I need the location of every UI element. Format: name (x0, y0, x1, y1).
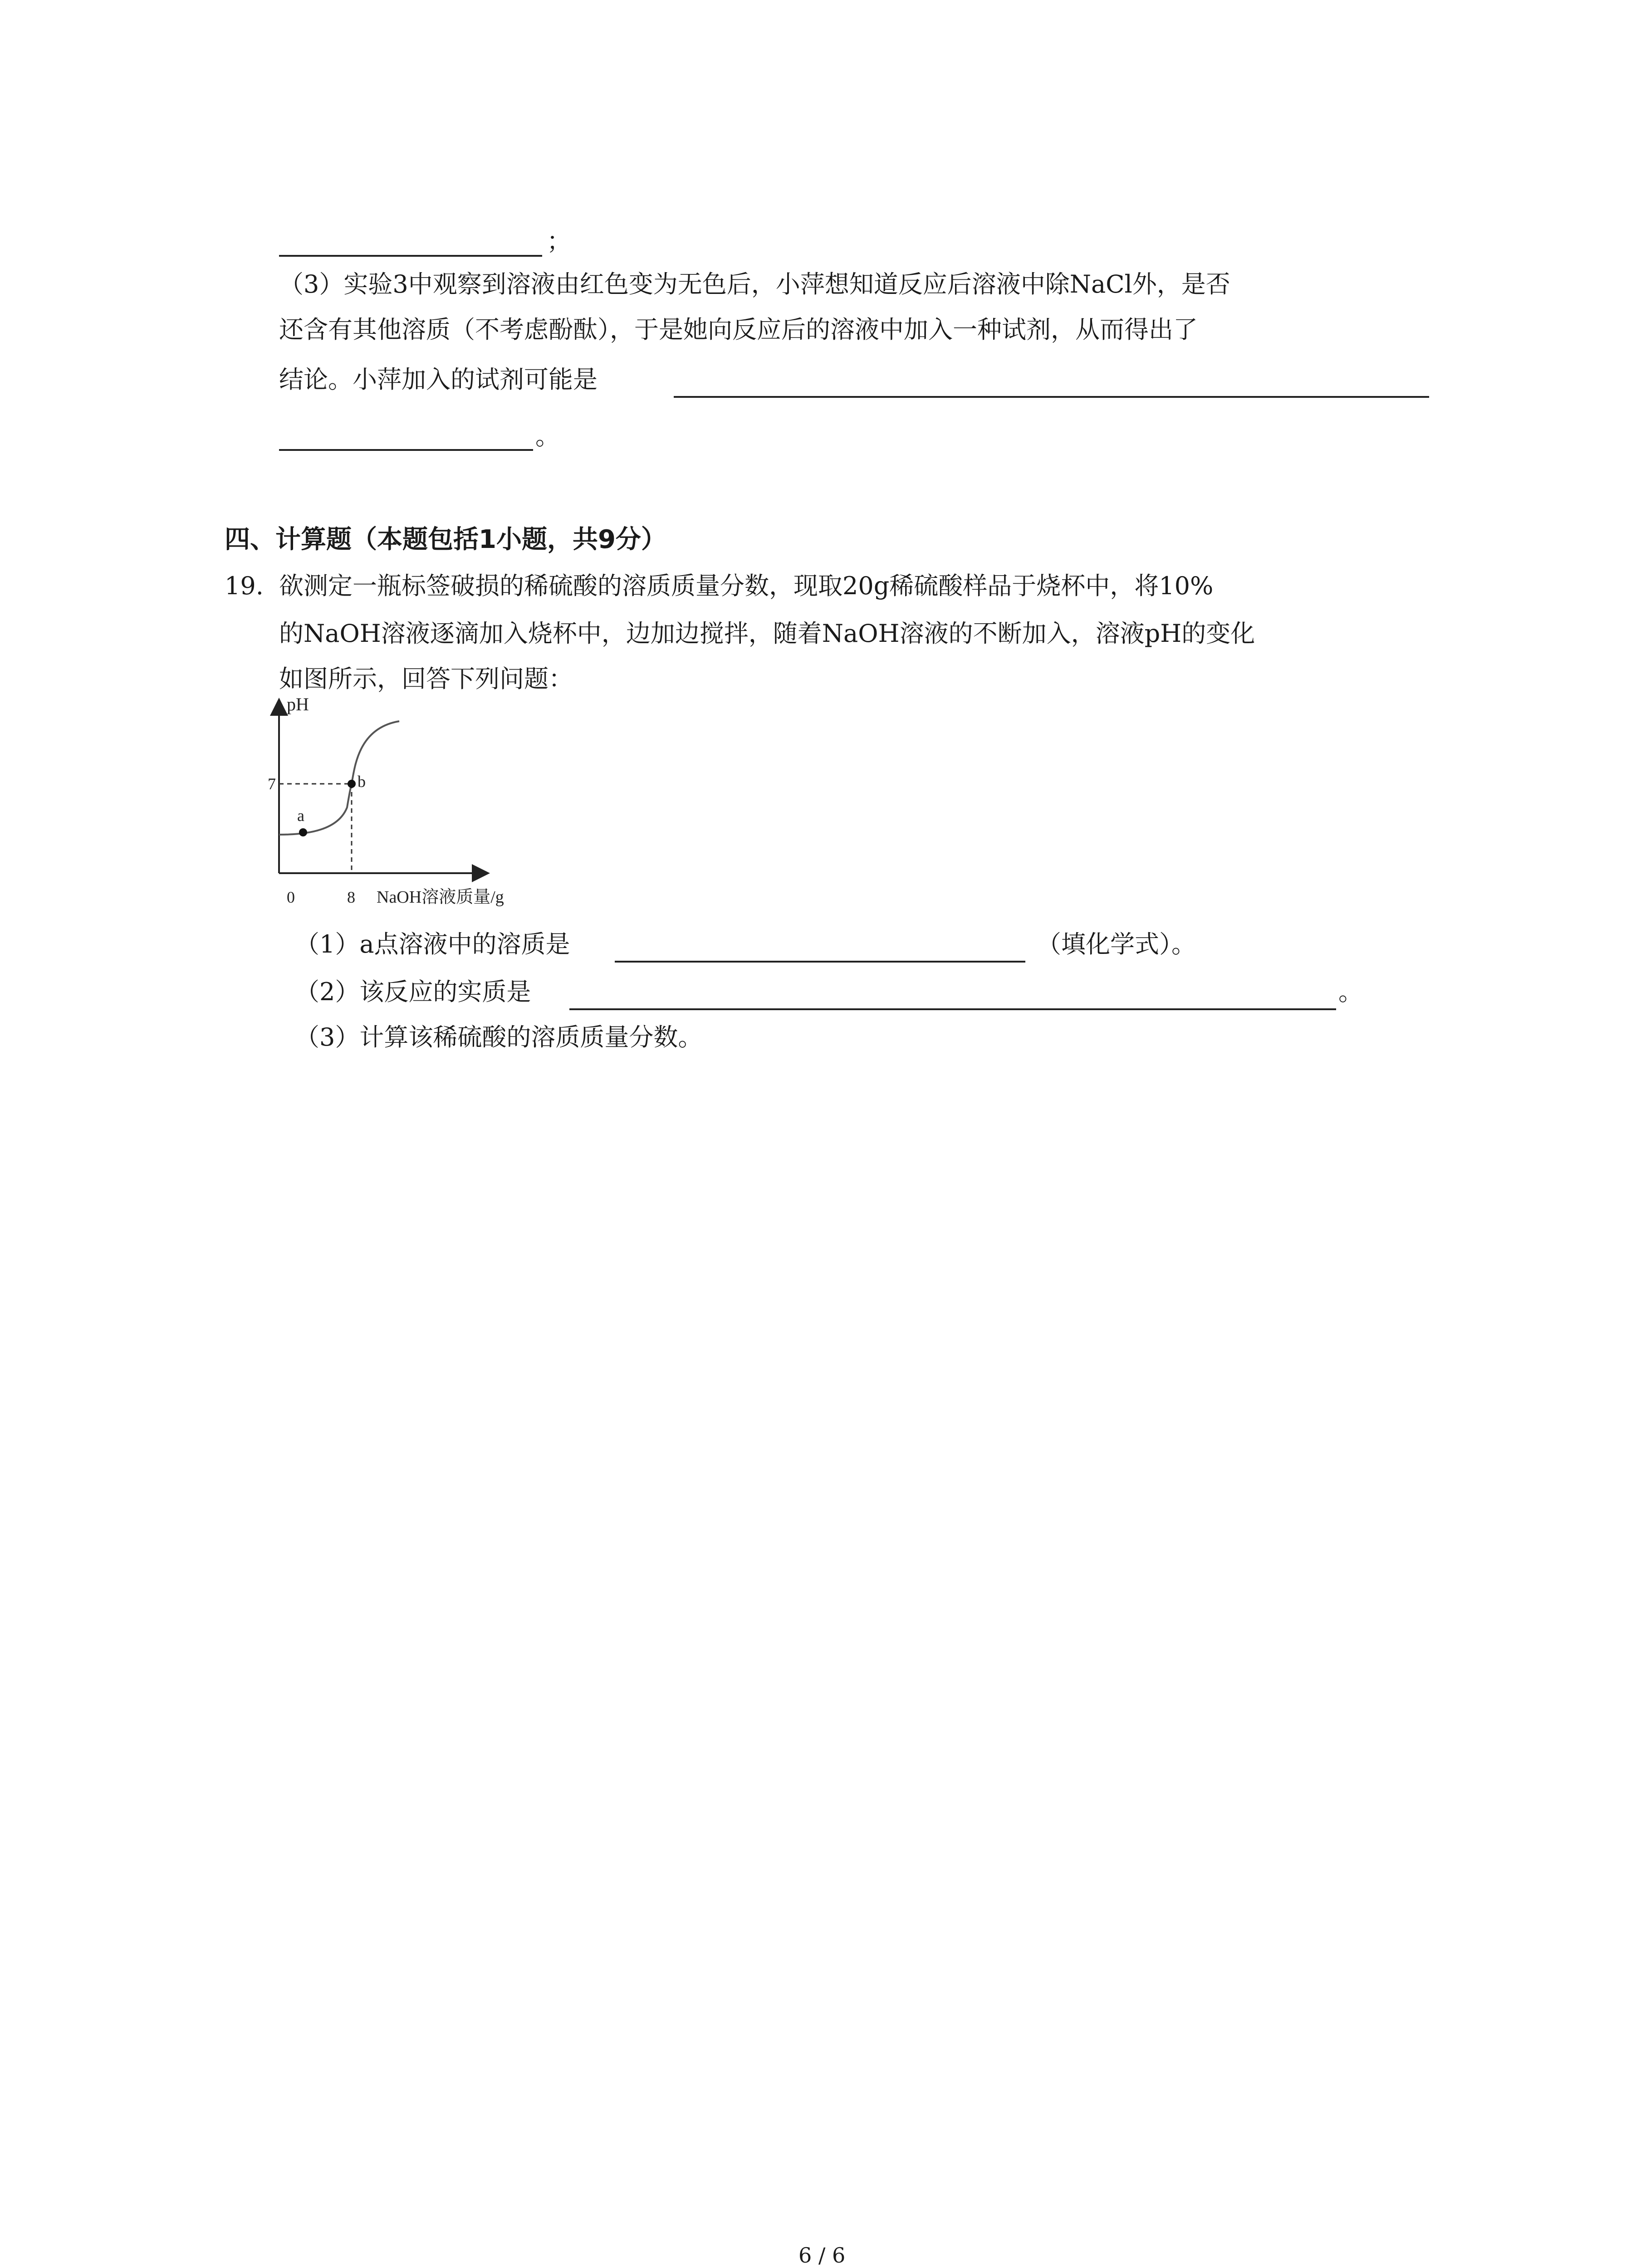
x-tick-8: 8 (347, 888, 355, 906)
point-b (348, 780, 356, 788)
q3-line4-end: 。 (535, 422, 560, 450)
q2-tail-punct: ； (547, 227, 571, 255)
y-tick-7: 7 (268, 775, 276, 793)
point-a (299, 828, 307, 836)
q19-sub2-suffix: 。 (1338, 978, 1363, 1006)
answer-blank-q2-end[interactable] (279, 255, 542, 257)
q19-sub1-prefix: （1）a点溶液中的溶质是 (295, 930, 570, 958)
answer-blank-q3-b[interactable] (279, 449, 533, 451)
q19-line3: 如图所示，回答下列问题： (279, 665, 573, 693)
q19-line1: 欲测定一瓶标签破损的稀硫酸的溶质质量分数，现取20g稀硫酸样品于烧杯中，将10% (279, 572, 1214, 600)
q19-sub3: （3）计算该稀硫酸的溶质质量分数。 (295, 1023, 703, 1051)
x-axis-label: NaOH溶液质量/g (377, 888, 504, 907)
answer-blank-q3-a[interactable] (674, 396, 1429, 398)
q19-sub1-suffix: （填化学式）。 (1037, 930, 1196, 958)
point-a-label: a (297, 807, 304, 825)
y-axis-label: pH (287, 694, 309, 714)
page-number: 6 / 6 (798, 2243, 846, 2268)
section-heading: 四、计算题（本题包括1小题，共9分） (225, 525, 666, 554)
q3-line1: （3）实验3中观察到溶液由红色变为无色后，小萍想知道反应后溶液中除NaCl外，是否 (279, 270, 1230, 298)
answer-blank-q19-1[interactable] (615, 961, 1025, 963)
point-b-label: b (358, 772, 366, 791)
q19-sub2-prefix: （2）该反应的实质是 (295, 978, 531, 1006)
ph-chart (268, 694, 522, 921)
q19-line2: 的NaOH溶液逐滴加入烧杯中，边加边搅拌，随着NaOH溶液的不断加入，溶液pH的变化 (279, 619, 1255, 648)
q3-line2: 还含有其他溶质（不考虑酚酞），于是她向反应后的溶液中加入一种试剂，从而得出了 (279, 315, 1198, 344)
question-number: 19. (225, 572, 264, 600)
q3-line3: 结论。小萍加入的试剂可能是 (279, 365, 598, 394)
x-tick-0: 0 (287, 888, 295, 906)
answer-blank-q19-2[interactable] (569, 1008, 1336, 1010)
